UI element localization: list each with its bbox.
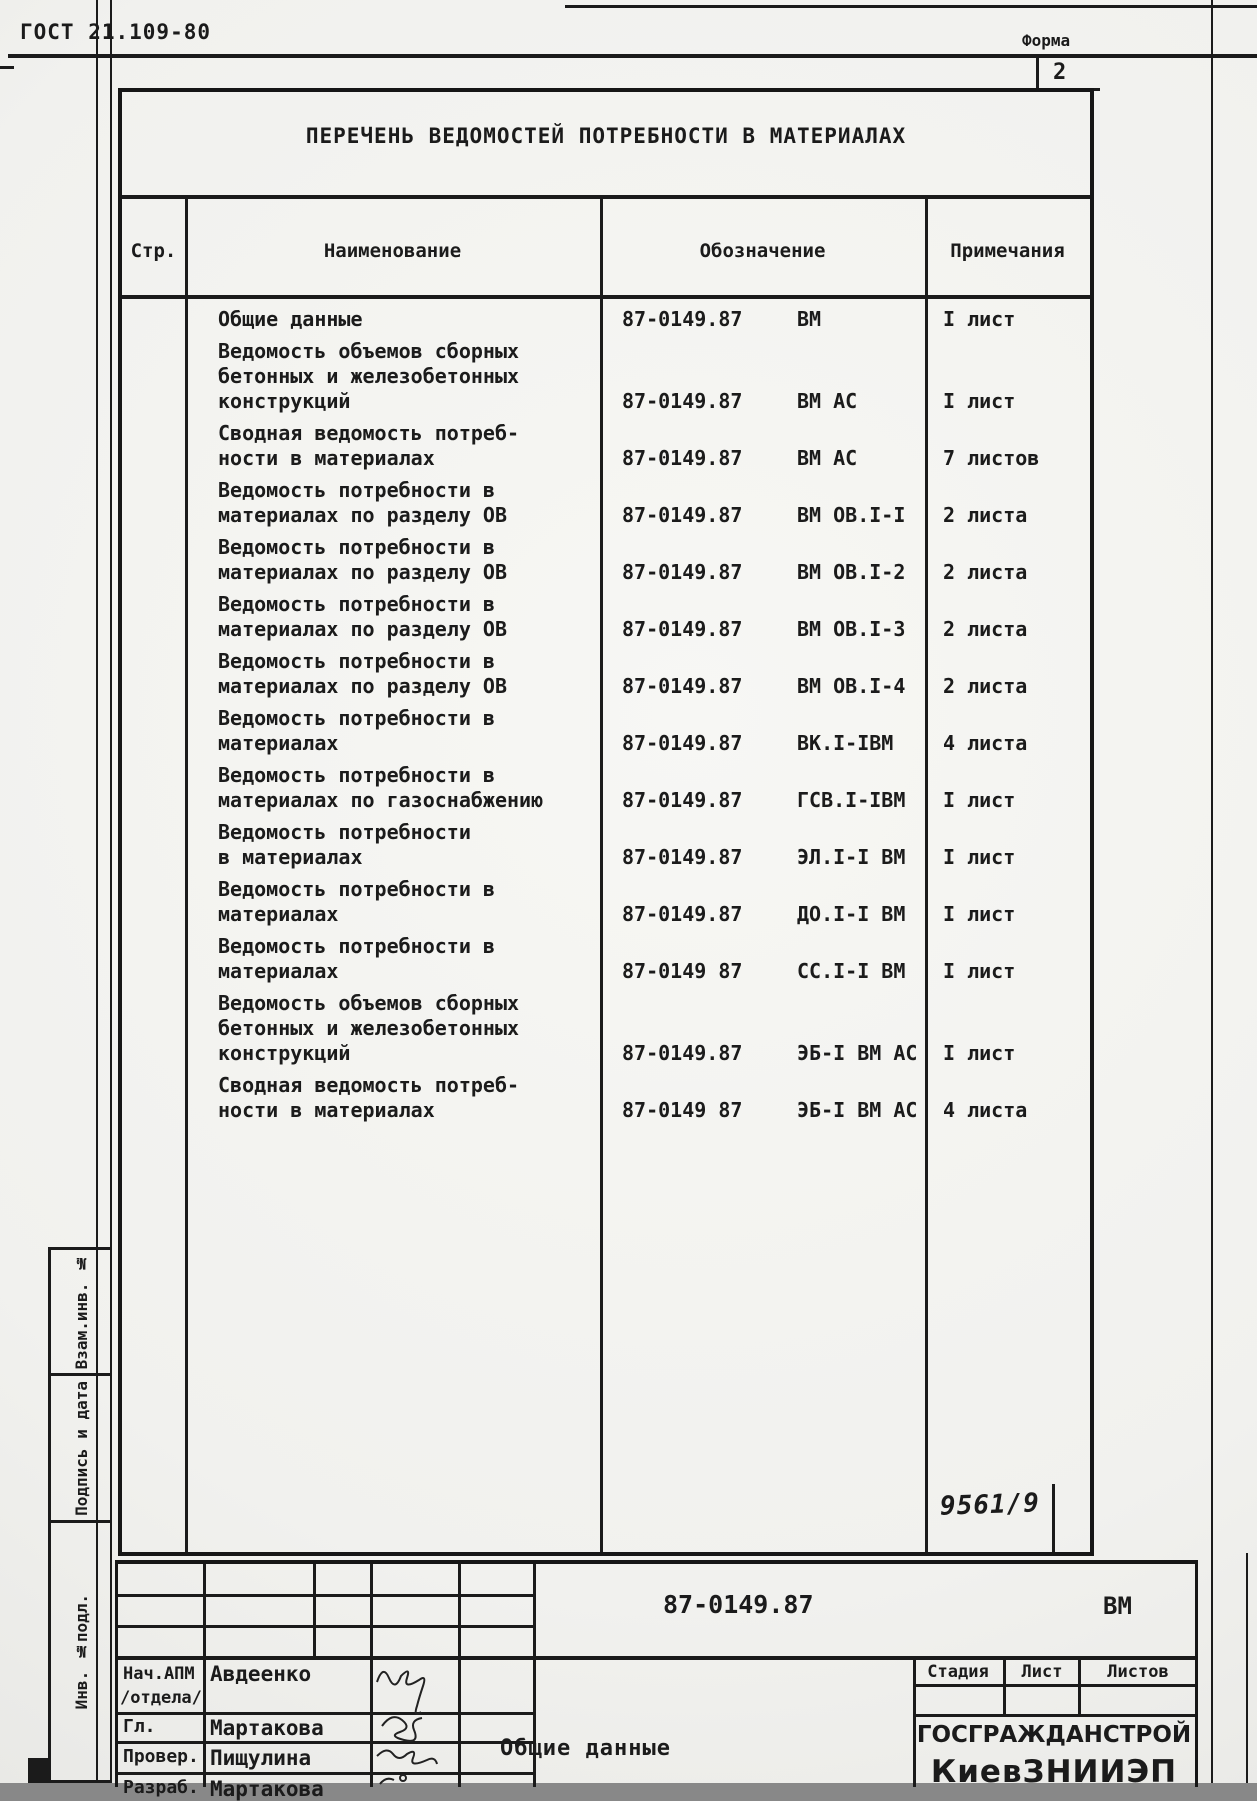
- tb-name-2: Мартакова: [210, 1716, 324, 1740]
- form-number: 2: [1053, 60, 1067, 85]
- table-row: [122, 877, 1090, 927]
- tb-designation: 87-0149.87: [663, 1590, 814, 1619]
- row-sheet-count: I лист: [943, 845, 1016, 869]
- row-doc-number: 87-0149.87: [622, 446, 743, 470]
- row-doc-code: ГСВ.I-IВМ: [797, 788, 906, 812]
- row-sheet-count: I лист: [943, 307, 1016, 331]
- sidebar-cell-label: Взам.инв. №: [71, 1253, 91, 1370]
- tb-row-h1: [118, 1712, 533, 1715]
- tb-sheet-label: Лист: [1021, 1662, 1063, 1682]
- tb-stage-h1: [913, 1684, 1195, 1687]
- title-divider-line: [122, 195, 1090, 199]
- row-sheet-count: 4 листа: [943, 731, 1028, 755]
- row-doc-code: ЭБ-I ВМ АС: [797, 1041, 918, 1065]
- row-designation-cell: [600, 446, 925, 471]
- tb-role-1b: /отдела/: [120, 1688, 202, 1708]
- row-name-cell: Ведомость объемов сборных бетонных и железобетонных конструкций: [218, 339, 520, 413]
- stub-line: [1052, 1484, 1055, 1552]
- tb-grid-v1: [203, 1564, 206, 1787]
- title-block: [115, 1560, 1198, 1801]
- row-doc-number: 87-0149.87: [622, 902, 743, 926]
- row-name-cell: Общие данные: [218, 307, 363, 331]
- row-doc-number: 87-0149.87: [622, 389, 743, 413]
- title-block-band-divider: [118, 1656, 1195, 1660]
- tb-stage-h2: [913, 1714, 1195, 1717]
- row-doc-code: ВМ ОВ.I-I: [797, 503, 906, 527]
- sidebar-cell: [51, 1250, 111, 1376]
- sidebar-cell-label: Подпись и дата: [71, 1380, 91, 1516]
- tb-mark: ВМ: [1103, 1592, 1132, 1620]
- row-doc-number: 87-0149 87: [622, 959, 743, 983]
- row-doc-code: ВМ ОВ.I-4: [797, 674, 906, 698]
- sidebar-cell-label: Инв. №подл.: [71, 1593, 91, 1710]
- row-name-cell: Ведомость потребности в материалах: [218, 877, 495, 926]
- row-designation-cell: [600, 674, 925, 699]
- row-doc-number: 87-0149.87: [622, 788, 743, 812]
- row-doc-number: 87-0149.87: [622, 731, 743, 755]
- scan-artifact: [28, 1758, 50, 1783]
- row-name-cell: Ведомость потребности в материалах: [218, 706, 495, 755]
- row-designation-cell: [600, 902, 925, 927]
- row-doc-code: ВМ АС: [797, 389, 858, 413]
- signature-razrab: [376, 1774, 416, 1788]
- row-doc-code: ВМ ОВ.I-2: [797, 560, 906, 584]
- row-name-cell: Ведомость потребности в материалах по разделу ОВ: [218, 592, 507, 641]
- row-name-cell: Ведомость потребности в материалах по разделу ОВ: [218, 535, 507, 584]
- tb-org-line1: ГОСГРАЖДАНСТРОЙ: [916, 1722, 1192, 1748]
- left-edge-tick: [0, 66, 14, 69]
- row-doc-code: ДО.I-I ВМ: [797, 902, 906, 926]
- form-number-box-left: [1036, 58, 1039, 91]
- drawing-margin-sidebar: [48, 1247, 111, 1783]
- column-header-name: Наименование: [323, 240, 462, 262]
- form-label: Форма: [1022, 31, 1071, 50]
- row-sheet-count: I лист: [943, 1041, 1016, 1065]
- table-row: [122, 535, 1090, 585]
- header-divider-line: [122, 295, 1090, 299]
- row-designation-cell: [600, 845, 925, 870]
- row-name-cell: Ведомость потребности в материалах: [218, 934, 495, 983]
- row-sheet-count: I лист: [943, 389, 1016, 413]
- row-doc-number: 87-0149.87: [622, 617, 743, 641]
- row-sheet-count: 2 листа: [943, 560, 1028, 584]
- row-name-cell: Ведомость потребности в материалах по разделу ОВ: [218, 649, 507, 698]
- right-frame-line: [1211, 0, 1213, 1783]
- row-sheet-count: I лист: [943, 902, 1016, 926]
- table-row: [122, 763, 1090, 813]
- table-row: [122, 706, 1090, 756]
- row-doc-number: 87-0149.87: [622, 1041, 743, 1065]
- column-header-notes: Примечания: [950, 240, 1065, 262]
- tb-top-h1: [118, 1594, 533, 1597]
- row-designation-cell: [600, 560, 925, 585]
- column-header-page: Стр.: [130, 240, 177, 262]
- tb-role-3: Провер.: [123, 1746, 199, 1767]
- row-name-cell: Ведомость потребности в материалах: [218, 820, 471, 869]
- tb-top-h2: [118, 1625, 533, 1628]
- tb-name-1: Авдеенко: [210, 1662, 312, 1686]
- handwritten-doc-note: 9561/9: [939, 1488, 1041, 1522]
- tb-grid-v3: [458, 1564, 461, 1787]
- row-sheet-count: I лист: [943, 788, 1016, 812]
- row-sheet-count: I лист: [943, 959, 1016, 983]
- tb-role-1: Нач.АПМ: [123, 1664, 195, 1684]
- tb-name-3: Пищулина: [210, 1746, 312, 1770]
- sidebar-cell: [51, 1376, 111, 1523]
- row-sheet-count: 2 листа: [943, 617, 1028, 641]
- tb-role-2: Гл.: [123, 1716, 156, 1737]
- sidebar-cell: [51, 1523, 111, 1780]
- tb-row-h2: [118, 1741, 533, 1744]
- tb-doc-title: Общие данные: [500, 1736, 671, 1761]
- row-doc-number: 87-0149.87: [622, 674, 743, 698]
- row-doc-code: ВМ: [797, 307, 822, 331]
- table-row: [122, 1073, 1090, 1123]
- tb-org-line2: КиевЗНИИЭП: [930, 1754, 1178, 1790]
- row-designation-cell: [600, 788, 925, 813]
- header-rule-line: [8, 54, 1257, 58]
- row-designation-cell: [600, 959, 925, 984]
- table-rows: [122, 307, 1090, 1130]
- right-frame-line-2: [1246, 1553, 1248, 1783]
- row-doc-number: 87-0149.87: [622, 845, 743, 869]
- row-name-cell: Сводная ведомость потреб- ности в материалах: [218, 1073, 520, 1122]
- row-doc-code: СС.I-I ВМ: [797, 959, 906, 983]
- table-row: [122, 307, 1090, 332]
- row-doc-code: ВМ ОВ.I-3: [797, 617, 906, 641]
- row-designation-cell: [600, 389, 925, 414]
- gost-number: ГОСТ 21.109-80: [20, 20, 212, 44]
- row-designation-cell: [600, 1041, 925, 1066]
- row-doc-code: ВМ АС: [797, 446, 858, 470]
- tb-grid-v5-top: [313, 1564, 316, 1656]
- row-designation-cell: [600, 503, 925, 528]
- tb-stage-label: Стадия: [927, 1662, 989, 1682]
- row-designation-cell: [600, 1098, 925, 1123]
- row-name-cell: Ведомость объемов сборных бетонных и железобетонных конструкций: [218, 991, 520, 1065]
- row-designation-cell: [600, 731, 925, 756]
- row-name-cell: Ведомость потребности в материалах по газоснабжению: [218, 763, 544, 812]
- row-doc-number: 87-0149 87: [622, 1098, 743, 1122]
- row-sheet-count: 2 листа: [943, 503, 1028, 527]
- row-doc-code: ВК.I-IВМ: [797, 731, 894, 755]
- page-frame-top-line: [565, 5, 1257, 8]
- row-name-cell: Ведомость потребности в материалах по разделу ОВ: [218, 478, 507, 527]
- row-doc-number: 87-0149.87: [622, 560, 743, 584]
- row-sheet-count: 2 листа: [943, 674, 1028, 698]
- table-row: [122, 934, 1090, 984]
- table-row: [122, 339, 1090, 414]
- row-designation-cell: [600, 307, 925, 332]
- tb-sheets-label: Листов: [1107, 1662, 1169, 1682]
- tb-name-4: Мартакова: [210, 1777, 324, 1801]
- row-doc-code: ЭЛ.I-I ВМ: [797, 845, 906, 869]
- table-row: [122, 478, 1090, 528]
- tb-role-4: Разраб.: [123, 1777, 199, 1798]
- row-doc-code: ЭБ-I ВМ АС: [797, 1098, 918, 1122]
- row-doc-number: 87-0149.87: [622, 307, 743, 331]
- table-row: [122, 592, 1090, 642]
- table-row: [122, 649, 1090, 699]
- tb-row-h3: [118, 1772, 533, 1775]
- page-title: ПЕРЕЧЕНЬ ВЕДОМОСТЕЙ ПОТРЕБНОСТИ В МАТЕРИАЛАХ: [305, 124, 907, 148]
- signature-pishchulina: [373, 1742, 443, 1776]
- row-sheet-count: 4 листа: [943, 1098, 1028, 1122]
- row-sheet-count: 7 листов: [943, 446, 1040, 470]
- table-row: [122, 991, 1090, 1066]
- column-header-designation: Обозначение: [699, 240, 826, 262]
- materials-list-table: [118, 88, 1094, 1556]
- table-row: [122, 820, 1090, 870]
- row-doc-number: 87-0149.87: [622, 503, 743, 527]
- row-name-cell: Сводная ведомость потреб- ности в материалах: [218, 421, 520, 470]
- row-designation-cell: [600, 617, 925, 642]
- table-row: [122, 421, 1090, 471]
